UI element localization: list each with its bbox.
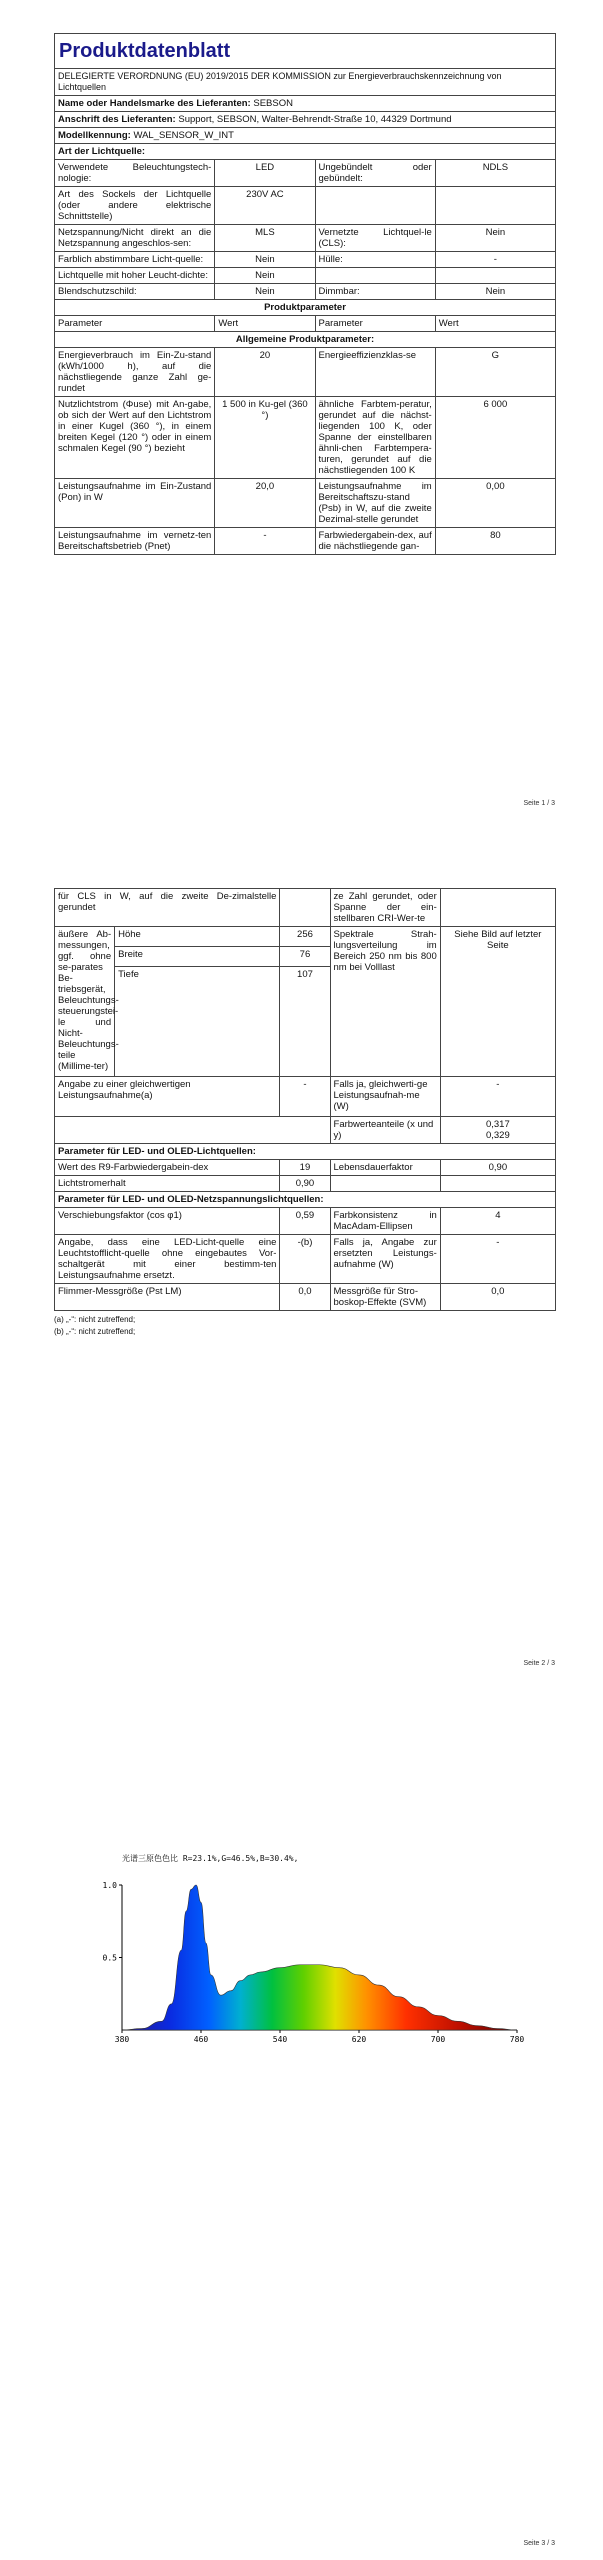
param-value: 0,00 — [435, 479, 555, 528]
col-header: Wert — [435, 316, 555, 332]
param-label: Blendschutzschild: — [55, 284, 215, 300]
param-value: 4 — [440, 1208, 555, 1235]
equivalent-power-row — [55, 1077, 556, 1117]
spectrum-area — [122, 1885, 517, 2030]
x-tick-label: 380 — [114, 2035, 130, 2044]
param-value: MLS — [215, 225, 315, 252]
param-label: Netzspannung/Nicht direkt an die Netzspannung angeschlos-sen: — [55, 225, 215, 252]
param-label: Lebensdauerfaktor — [330, 1160, 440, 1176]
param-value: NDLS — [435, 160, 555, 187]
param-label: Lichtstromerhalt — [55, 1176, 280, 1192]
param-value: 19 — [280, 1160, 330, 1176]
empty-cell — [55, 1117, 331, 1144]
param-label: Messgröße für Stro-boskop-Effekte (SVM) — [330, 1284, 440, 1311]
equiv-label — [55, 1077, 280, 1117]
chromaticity-row — [55, 1117, 556, 1144]
mains-row — [55, 1208, 556, 1235]
model-label: Modellkennung: — [58, 130, 131, 141]
chroma-values — [440, 1117, 555, 1144]
param-label: Hülle: — [315, 252, 435, 268]
x-tick-label: 780 — [509, 2035, 525, 2044]
mains-row — [55, 1284, 556, 1311]
param-label — [330, 1176, 440, 1192]
page-number: Seite 3 / 3 — [523, 2540, 555, 2547]
equiv-value2: - — [440, 1077, 555, 1117]
param-value — [435, 187, 555, 225]
param-row — [55, 225, 556, 252]
param-value: 20,0 — [215, 479, 315, 528]
y-tick-label: 0.5 — [102, 1953, 117, 1963]
col-header: Parameter — [55, 316, 215, 332]
param-label — [315, 268, 435, 284]
param-value: - — [215, 528, 315, 555]
param-row — [55, 252, 556, 268]
supplier-name-row — [55, 96, 556, 112]
dimensions-row — [55, 927, 556, 947]
param-value — [440, 889, 555, 927]
page-number: Seite 1 / 3 — [523, 800, 555, 807]
dim-height-label: Höhe — [115, 927, 280, 947]
param-value: G — [435, 348, 555, 397]
param-label: Farbkonsistenz in MacAdam-Ellipsen — [330, 1208, 440, 1235]
param-value: 80 — [435, 528, 555, 555]
param-value: 0,59 — [280, 1208, 330, 1235]
spectrum-chart — [92, 1870, 525, 2050]
param-value: Nein — [435, 225, 555, 252]
param-label: Leistungsaufnahme im Bereitschaftszu-stand (Psb) in W, auf die zweite Dezimal-stelle gerundet — [315, 479, 435, 528]
param-label: Lichtquelle mit hoher Leucht-dichte: — [55, 268, 215, 284]
param-value: - — [440, 1235, 555, 1284]
param-row — [55, 160, 556, 187]
col-header: Wert — [215, 316, 315, 332]
equiv-label-text: Angabe zu einer gleichwertigen Leistungsaufnahme(a) — [58, 1079, 191, 1101]
param-value: 230V AC — [215, 187, 315, 225]
type-header: Art der Lichtquelle: — [55, 144, 556, 160]
param-value: 0,0 — [280, 1284, 330, 1311]
column-headers — [55, 316, 556, 332]
param-label: ähnliche Farbtem-peratur, gerundet auf die nächst-liegenden 100 K, oder Spanne der einstellbaren ähnli-chen Farbtempera-turen, gerundet auf die nächstliegenden 100 K — [315, 397, 435, 479]
x-tick-label: 460 — [193, 2035, 209, 2044]
equiv-value: - — [280, 1077, 330, 1117]
param-label: ze Zahl gerundet, oder Spanne der ein-stellbaren CRI-Wer-te — [330, 889, 440, 927]
x-tick-label: 700 — [430, 2035, 446, 2044]
param-value: 0,0 — [440, 1284, 555, 1311]
param-label: Wert des R9-Farbwiedergabein-dex — [55, 1160, 280, 1176]
general-rows — [55, 348, 556, 555]
param-value: 0,90 — [280, 1176, 330, 1192]
param-label: Farbwiedergabein-dex, auf die nächstliegende gan- — [315, 528, 435, 555]
datasheet-page-2 — [54, 888, 556, 1339]
datasheet-table — [54, 33, 556, 555]
mains-row — [55, 1235, 556, 1284]
param-label: Angabe, dass eine LED-Licht-quelle eine Leuchtstofflicht-quelle ohne eingebautes Vor-schaltgerät mit einer bestimm-ten Leistungsaufnahme ersetzt. — [55, 1235, 280, 1284]
param-value: Nein — [215, 252, 315, 268]
led-row — [55, 1176, 556, 1192]
equiv-label2: Falls ja, gleichwerti-ge Leistungsaufnah-me (W) — [330, 1077, 440, 1117]
general-params-header: Allgemeine Produktparameter: — [55, 332, 556, 348]
dim-depth-value: 107 — [280, 967, 330, 1077]
param-value: 20 — [215, 348, 315, 397]
param-row — [55, 187, 556, 225]
page-1 — [0, 0, 603, 820]
param-row — [55, 284, 556, 300]
param-row — [55, 528, 556, 555]
page-number: Seite 2 / 3 — [523, 1660, 555, 1667]
param-value: - — [435, 252, 555, 268]
chart-series — [121, 1884, 517, 2030]
param-row — [55, 348, 556, 397]
supplier-address: Support, SEBSON, Walter-Behrendt-Straße 10, 44329 Dortmund — [178, 114, 452, 125]
param-label: Leistungsaufnahme im Ein-Zustand (Pon) in W — [55, 479, 215, 528]
param-label — [315, 187, 435, 225]
dimensions-label: äußere Ab-messungen, ggf. ohne se-parates Be-triebsgerät, Beleuchtungs-steuerungstei-le und Nicht-Beleuchtungs-teile (Millime-ter) — [55, 927, 115, 1077]
param-value: 1 500 in Ku-gel (360 °) — [215, 397, 315, 479]
param-label: Verwendete Beleuchtungstech-nologie: — [55, 160, 215, 187]
chroma-y: 0,329 — [485, 1130, 510, 1141]
param-label: Leistungsaufnahme im vernetz-ten Bereitschaftsbetrieb (Pnet) — [55, 528, 215, 555]
param-value: 6 000 — [435, 397, 555, 479]
datasheet-table-continued — [54, 888, 556, 1311]
footnote-b: (b) „-“: nicht zutreffend; — [54, 1327, 136, 1336]
param-label: für CLS in W, auf die zweite De-zimalstelle gerundet — [55, 889, 280, 927]
param-label: Farblich abstimmbare Licht-quelle: — [55, 252, 215, 268]
model-row — [55, 128, 556, 144]
param-value — [280, 889, 330, 927]
product-params-header: Produktparameter — [55, 300, 556, 316]
param-label: Flimmer-Messgröße (Pst LM) — [55, 1284, 280, 1311]
model-id: WAL_SENSOR_W_INT — [133, 130, 234, 141]
chroma-x: 0,317 — [485, 1119, 510, 1130]
led-params-header: Parameter für LED- und OLED-Lichtquellen: — [55, 1144, 556, 1160]
param-value: -(b) — [280, 1235, 330, 1284]
param-label: Falls ja, Angabe zur ersetzten Leistungs-aufnahme (W) — [330, 1235, 440, 1284]
param-value — [440, 1176, 555, 1192]
param-value: Nein — [215, 284, 315, 300]
param-value: Nein — [435, 284, 555, 300]
regulation-text: DELEGIERTE VERORDNUNG (EU) 2019/2015 DER KOMMISSION zur Energieverbrauchskennzeichnung von Lichtquellen — [55, 69, 556, 96]
col-header: Parameter — [315, 316, 435, 332]
mains-params-header: Parameter für LED- und OLED-Netzspannungslichtquellen: — [55, 1192, 556, 1208]
param-value: Nein — [215, 268, 315, 284]
param-label: Energieeffizienzklas-se — [315, 348, 435, 397]
page-title: Produktdatenblatt — [55, 34, 556, 69]
dim-width-value: 76 — [280, 947, 330, 967]
chart-title: 光谱三原色色比 R=23.1%,G=46.5%,B=30.4%, — [122, 1854, 299, 1863]
param-label: Dimmbar: — [315, 284, 435, 300]
type-rows — [55, 160, 556, 300]
spectral-value: Siehe Bild auf letzter Seite — [440, 927, 555, 1077]
continued-row — [55, 889, 556, 927]
param-label: Energieverbrauch im Ein-Zu-stand (kWh/1000 h), auf die nächstliegende ganze Zahl ge-rundet — [55, 348, 215, 397]
x-tick-label: 620 — [351, 2035, 367, 2044]
param-label: Vernetzte Lichtquel-le (CLS): — [315, 225, 435, 252]
dim-height-value: 256 — [280, 927, 330, 947]
chroma-label: Farbwerteanteile (x und y) — [330, 1117, 440, 1144]
param-label: Nutzlichtstrom (Φuse) mit An-gabe, ob sich der Wert auf den Lichtstrom in einer Kugel (360 °), in einem breiten Kegel (120 °) oder in einem schmalen Kegel (90 °) bezieht — [55, 397, 215, 479]
param-row — [55, 479, 556, 528]
param-label: Verschiebungsfaktor (cos φ1) — [55, 1208, 280, 1235]
y-tick-label: 1.0 — [102, 1881, 117, 1890]
param-row — [55, 268, 556, 284]
x-tick-label: 540 — [272, 2035, 288, 2044]
supplier-name-label: Name oder Handelsmarke des Lieferanten: — [58, 98, 251, 109]
footnotes — [54, 1315, 556, 1337]
page-2 — [0, 880, 603, 1680]
param-value: LED — [215, 160, 315, 187]
dim-depth-label: Tiefe — [115, 967, 280, 1077]
param-label: Ungebündelt oder gebündelt: — [315, 160, 435, 187]
param-label: Art des Sockels der Lichtquelle (oder andere elektrische Schnittstelle) — [55, 187, 215, 225]
dim-width-label: Breite — [115, 947, 280, 967]
led-row — [55, 1160, 556, 1176]
datasheet-page-1 — [54, 33, 556, 555]
footnote-a: (a) „-“: nicht zutreffend; — [54, 1315, 136, 1324]
supplier-name: SEBSON — [253, 98, 293, 109]
spectral-label: Spektrale Strah-lungsverteilung im Bereich 250 nm bis 800 nm bei Volllast — [330, 927, 440, 1077]
supplier-address-label: Anschrift des Lieferanten: — [58, 114, 176, 125]
param-value: 0,90 — [440, 1160, 555, 1176]
param-value — [435, 268, 555, 284]
param-row — [55, 397, 556, 479]
supplier-address-row — [55, 112, 556, 128]
